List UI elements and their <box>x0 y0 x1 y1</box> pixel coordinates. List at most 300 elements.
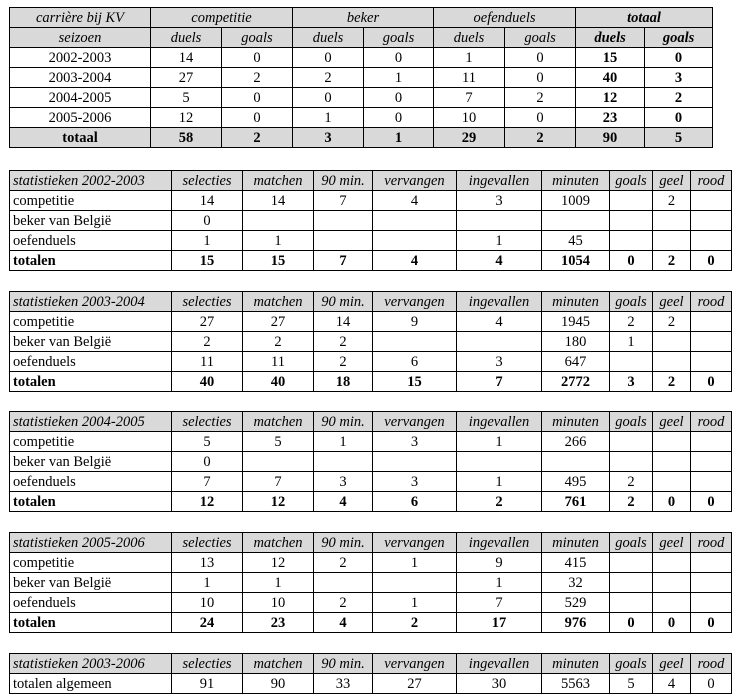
value-cell: 0 <box>364 48 434 68</box>
value-cell: 0 <box>691 492 732 512</box>
value-cell: 0 <box>172 211 243 231</box>
column-header: selecties <box>172 292 243 312</box>
column-header: matchen <box>243 412 314 432</box>
column-header: vervangen <box>373 654 457 674</box>
value-cell: 4 <box>653 674 691 694</box>
column-header: matchen <box>243 533 314 553</box>
value-cell: 529 <box>542 593 610 613</box>
value-cell: 7 <box>457 593 542 613</box>
value-cell <box>691 472 732 492</box>
value-cell: 10 <box>243 593 314 613</box>
value-cell: 15 <box>576 48 645 68</box>
value-cell: 3 <box>314 472 373 492</box>
statistics-header-row <box>10 533 732 553</box>
value-cell: 2 <box>653 251 691 271</box>
value-cell: 761 <box>542 492 610 512</box>
column-header: minuten <box>542 292 610 312</box>
column-header: ingevallen <box>457 292 542 312</box>
value-cell: 4 <box>314 492 373 512</box>
value-cell <box>653 452 691 472</box>
column-header: goals <box>610 171 653 191</box>
statistics-row <box>10 553 732 573</box>
value-cell: 14 <box>314 312 373 332</box>
value-cell: 27 <box>243 312 314 332</box>
value-cell: 4 <box>373 251 457 271</box>
value-cell <box>314 231 373 251</box>
value-cell <box>610 573 653 593</box>
value-cell: 3 <box>373 472 457 492</box>
col-goals: goals <box>505 28 576 48</box>
column-header: geel <box>653 654 691 674</box>
value-cell: 11 <box>243 352 314 372</box>
value-cell: 14 <box>243 191 314 211</box>
value-cell: 0 <box>364 108 434 128</box>
column-header: rood <box>691 292 732 312</box>
value-cell <box>653 352 691 372</box>
value-cell: 3 <box>645 68 713 88</box>
value-cell <box>610 352 653 372</box>
value-cell: 5 <box>172 432 243 452</box>
column-header: selecties <box>172 412 243 432</box>
value-cell: 0 <box>691 674 732 694</box>
statistics-table <box>9 291 732 392</box>
career-row <box>10 68 713 88</box>
value-cell: 5 <box>243 432 314 452</box>
value-cell: 1009 <box>542 191 610 211</box>
career-row <box>10 48 713 68</box>
value-cell: 32 <box>542 573 610 593</box>
value-cell: 12 <box>151 108 222 128</box>
value-cell: 4 <box>373 191 457 211</box>
statistics-row <box>10 332 732 352</box>
value-cell: 2 <box>314 553 373 573</box>
value-cell <box>691 231 732 251</box>
value-cell: 2 <box>293 68 364 88</box>
value-cell: 1054 <box>542 251 610 271</box>
value-cell: 0 <box>222 88 293 108</box>
value-cell: 0 <box>364 88 434 108</box>
value-cell: 2772 <box>542 372 610 392</box>
column-header: 90 min. <box>314 654 373 674</box>
value-cell: 1 <box>243 573 314 593</box>
value-cell: 7 <box>314 191 373 211</box>
statistics-total-row <box>10 372 732 392</box>
column-header: vervangen <box>373 171 457 191</box>
career-header-row <box>10 8 713 28</box>
value-cell: 3 <box>457 191 542 211</box>
statistics-row <box>10 593 732 613</box>
value-cell: 9 <box>373 312 457 332</box>
value-cell: 0 <box>691 251 732 271</box>
row-label: beker van België <box>10 332 172 352</box>
value-cell: 7 <box>434 88 505 108</box>
col-duels-total: duels <box>576 28 645 48</box>
statistics-row <box>10 231 732 251</box>
value-cell: 2 <box>314 593 373 613</box>
value-cell: 180 <box>542 332 610 352</box>
column-header: selecties <box>172 171 243 191</box>
value-cell: 15 <box>373 372 457 392</box>
value-cell: 15 <box>243 251 314 271</box>
value-cell: 0 <box>610 251 653 271</box>
value-cell: 1945 <box>542 312 610 332</box>
value-cell: 2 <box>172 332 243 352</box>
total-cell: 2 <box>505 128 576 148</box>
value-cell: 7 <box>243 472 314 492</box>
value-cell: 14 <box>172 191 243 211</box>
value-cell: 4 <box>457 251 542 271</box>
value-cell: 5563 <box>542 674 610 694</box>
value-cell <box>243 452 314 472</box>
column-header: rood <box>691 171 732 191</box>
value-cell <box>373 211 457 231</box>
statistics-row <box>10 352 732 372</box>
career-title: carrière bij KV <box>10 8 151 28</box>
column-header: goals <box>610 292 653 312</box>
value-cell: 0 <box>610 613 653 633</box>
value-cell: 0 <box>645 48 713 68</box>
value-cell: 0 <box>505 48 576 68</box>
statistics-table <box>9 653 732 694</box>
column-header: geel <box>653 533 691 553</box>
value-cell <box>610 593 653 613</box>
statistics-row <box>10 312 732 332</box>
value-cell: 1 <box>172 573 243 593</box>
value-cell <box>610 191 653 211</box>
value-cell: 495 <box>542 472 610 492</box>
value-cell: 2 <box>373 613 457 633</box>
value-cell: 976 <box>542 613 610 633</box>
value-cell: 0 <box>691 613 732 633</box>
statistics-title: statistieken 2003-2006 <box>10 654 172 674</box>
row-label: totalen <box>10 613 172 633</box>
value-cell <box>243 211 314 231</box>
statistics-title: statistieken 2004-2005 <box>10 412 172 432</box>
column-header: rood <box>691 412 732 432</box>
value-cell: 45 <box>542 231 610 251</box>
statistics-table <box>9 170 732 271</box>
column-header: goals <box>610 654 653 674</box>
row-label: oefenduels <box>10 472 172 492</box>
value-cell: 2 <box>610 312 653 332</box>
statistics-row <box>10 573 732 593</box>
value-cell: 4 <box>457 312 542 332</box>
statistics-row <box>10 674 732 694</box>
value-cell: 23 <box>576 108 645 128</box>
value-cell: 17 <box>457 613 542 633</box>
row-label: beker van België <box>10 452 172 472</box>
value-cell: 9 <box>457 553 542 573</box>
column-header: selecties <box>172 654 243 674</box>
value-cell: 3 <box>373 432 457 452</box>
value-cell <box>314 452 373 472</box>
season-cell: 2002-2003 <box>10 48 151 68</box>
column-header: minuten <box>542 533 610 553</box>
total-label: totaal <box>10 128 151 148</box>
value-cell: 90 <box>243 674 314 694</box>
value-cell <box>653 472 691 492</box>
value-cell: 7 <box>172 472 243 492</box>
value-cell <box>653 573 691 593</box>
value-cell: 12 <box>243 492 314 512</box>
column-header: ingevallen <box>457 171 542 191</box>
value-cell <box>610 553 653 573</box>
value-cell: 647 <box>542 352 610 372</box>
value-cell <box>653 332 691 352</box>
col-seizoen: seizoen <box>10 28 151 48</box>
career-table <box>9 7 713 148</box>
col-duels: duels <box>293 28 364 48</box>
value-cell: 0 <box>505 108 576 128</box>
row-label: totalen <box>10 251 172 271</box>
value-cell <box>653 593 691 613</box>
value-cell: 2 <box>457 492 542 512</box>
statistics-row <box>10 211 732 231</box>
value-cell: 1 <box>457 573 542 593</box>
value-cell: 0 <box>172 452 243 472</box>
row-label: competitie <box>10 553 172 573</box>
statistics-header-row <box>10 171 732 191</box>
value-cell: 3 <box>610 372 653 392</box>
value-cell <box>653 231 691 251</box>
value-cell: 266 <box>542 432 610 452</box>
value-cell <box>457 452 542 472</box>
value-cell: 1 <box>364 68 434 88</box>
value-cell <box>314 211 373 231</box>
value-cell: 7 <box>314 251 373 271</box>
value-cell <box>653 553 691 573</box>
column-header: 90 min. <box>314 412 373 432</box>
value-cell: 2 <box>645 88 713 108</box>
value-cell <box>691 312 732 332</box>
statistics-table <box>9 532 732 633</box>
value-cell: 2 <box>610 492 653 512</box>
value-cell: 2 <box>243 332 314 352</box>
value-cell <box>691 332 732 352</box>
statistics-title: statistieken 2003-2004 <box>10 292 172 312</box>
value-cell <box>373 452 457 472</box>
statistics-total-row <box>10 492 732 512</box>
column-header: vervangen <box>373 533 457 553</box>
value-cell: 13 <box>172 553 243 573</box>
total-cell: 1 <box>364 128 434 148</box>
value-cell <box>691 352 732 372</box>
group-beker: beker <box>293 8 434 28</box>
column-header: minuten <box>542 412 610 432</box>
value-cell: 15 <box>172 251 243 271</box>
value-cell: 2 <box>653 312 691 332</box>
value-cell: 1 <box>172 231 243 251</box>
column-header: geel <box>653 171 691 191</box>
column-header: goals <box>610 533 653 553</box>
value-cell: 3 <box>457 352 542 372</box>
value-cell: 0 <box>653 613 691 633</box>
row-label: competitie <box>10 312 172 332</box>
total-cell: 29 <box>434 128 505 148</box>
value-cell <box>610 452 653 472</box>
value-cell <box>457 211 542 231</box>
value-cell: 40 <box>576 68 645 88</box>
total-cell: 58 <box>151 128 222 148</box>
value-cell: 0 <box>645 108 713 128</box>
value-cell <box>542 452 610 472</box>
column-header: vervangen <box>373 412 457 432</box>
statistics-header-row <box>10 654 732 674</box>
value-cell: 2 <box>610 472 653 492</box>
season-cell: 2003-2004 <box>10 68 151 88</box>
value-cell: 2 <box>653 372 691 392</box>
value-cell: 23 <box>243 613 314 633</box>
value-cell: 18 <box>314 372 373 392</box>
value-cell <box>457 332 542 352</box>
value-cell: 0 <box>653 492 691 512</box>
column-header: matchen <box>243 171 314 191</box>
col-goals: goals <box>222 28 293 48</box>
value-cell: 5 <box>151 88 222 108</box>
value-cell: 415 <box>542 553 610 573</box>
value-cell: 1 <box>457 432 542 452</box>
group-competitie: competitie <box>151 8 293 28</box>
value-cell: 1 <box>434 48 505 68</box>
value-cell: 2 <box>222 68 293 88</box>
row-label: totalen algemeen <box>10 674 172 694</box>
statistics-title: statistieken 2002-2003 <box>10 171 172 191</box>
value-cell: 1 <box>293 108 364 128</box>
col-duels: duels <box>434 28 505 48</box>
column-header: 90 min. <box>314 292 373 312</box>
column-header: rood <box>691 654 732 674</box>
value-cell: 27 <box>151 68 222 88</box>
value-cell <box>610 432 653 452</box>
row-label: totalen <box>10 372 172 392</box>
value-cell: 1 <box>457 231 542 251</box>
value-cell <box>691 573 732 593</box>
value-cell: 24 <box>172 613 243 633</box>
value-cell <box>653 432 691 452</box>
value-cell: 40 <box>172 372 243 392</box>
row-label: beker van België <box>10 211 172 231</box>
value-cell <box>691 191 732 211</box>
value-cell: 10 <box>434 108 505 128</box>
column-header: matchen <box>243 292 314 312</box>
value-cell: 1 <box>457 472 542 492</box>
value-cell <box>314 573 373 593</box>
season-cell: 2005-2006 <box>10 108 151 128</box>
career-subheader-row <box>10 28 713 48</box>
value-cell <box>542 211 610 231</box>
value-cell: 1 <box>243 231 314 251</box>
col-goals: goals <box>364 28 434 48</box>
statistics-header-row <box>10 412 732 432</box>
value-cell: 2 <box>653 191 691 211</box>
value-cell <box>610 231 653 251</box>
value-cell: 10 <box>172 593 243 613</box>
column-header: goals <box>610 412 653 432</box>
total-cell: 2 <box>222 128 293 148</box>
value-cell: 11 <box>172 352 243 372</box>
statistics-row <box>10 191 732 211</box>
value-cell: 1 <box>373 593 457 613</box>
column-header: minuten <box>542 171 610 191</box>
value-cell: 2 <box>314 352 373 372</box>
statistics-total-row <box>10 251 732 271</box>
value-cell: 1 <box>314 432 373 452</box>
value-cell: 30 <box>457 674 542 694</box>
column-header: 90 min. <box>314 533 373 553</box>
value-cell: 5 <box>610 674 653 694</box>
column-header: geel <box>653 412 691 432</box>
column-header: vervangen <box>373 292 457 312</box>
value-cell: 12 <box>172 492 243 512</box>
statistics-table <box>9 411 732 512</box>
total-cell: 3 <box>293 128 364 148</box>
value-cell <box>691 553 732 573</box>
value-cell: 1 <box>610 332 653 352</box>
career-row <box>10 88 713 108</box>
column-header: selecties <box>172 533 243 553</box>
row-label: beker van België <box>10 573 172 593</box>
statistics-total-row <box>10 613 732 633</box>
value-cell: 0 <box>222 48 293 68</box>
value-cell: 27 <box>172 312 243 332</box>
value-cell: 33 <box>314 674 373 694</box>
value-cell: 40 <box>243 372 314 392</box>
value-cell: 0 <box>293 88 364 108</box>
col-duels: duels <box>151 28 222 48</box>
statistics-row <box>10 432 732 452</box>
column-header: matchen <box>243 654 314 674</box>
value-cell: 7 <box>457 372 542 392</box>
value-cell: 91 <box>172 674 243 694</box>
value-cell: 11 <box>434 68 505 88</box>
value-cell: 2 <box>314 332 373 352</box>
value-cell <box>691 452 732 472</box>
value-cell: 12 <box>243 553 314 573</box>
total-cell: 90 <box>576 128 645 148</box>
value-cell: 0 <box>293 48 364 68</box>
value-cell <box>610 211 653 231</box>
statistics-row <box>10 472 732 492</box>
total-cell: 5 <box>645 128 713 148</box>
col-goals-total: goals <box>645 28 713 48</box>
row-label: competitie <box>10 432 172 452</box>
value-cell: 6 <box>373 492 457 512</box>
value-cell <box>691 432 732 452</box>
value-cell: 0 <box>222 108 293 128</box>
column-header: minuten <box>542 654 610 674</box>
column-header: ingevallen <box>457 412 542 432</box>
value-cell: 14 <box>151 48 222 68</box>
career-total-row <box>10 128 713 148</box>
value-cell <box>653 211 691 231</box>
column-header: rood <box>691 533 732 553</box>
value-cell <box>373 573 457 593</box>
column-header: ingevallen <box>457 654 542 674</box>
value-cell: 12 <box>576 88 645 108</box>
statistics-header-row <box>10 292 732 312</box>
value-cell: 27 <box>373 674 457 694</box>
group-totaal: totaal <box>576 8 713 28</box>
row-label: oefenduels <box>10 231 172 251</box>
value-cell: 0 <box>691 372 732 392</box>
value-cell: 0 <box>505 68 576 88</box>
column-header: 90 min. <box>314 171 373 191</box>
group-oefenduels: oefenduels <box>434 8 576 28</box>
row-label: competitie <box>10 191 172 211</box>
value-cell: 2 <box>505 88 576 108</box>
season-cell: 2004-2005 <box>10 88 151 108</box>
row-label: oefenduels <box>10 352 172 372</box>
